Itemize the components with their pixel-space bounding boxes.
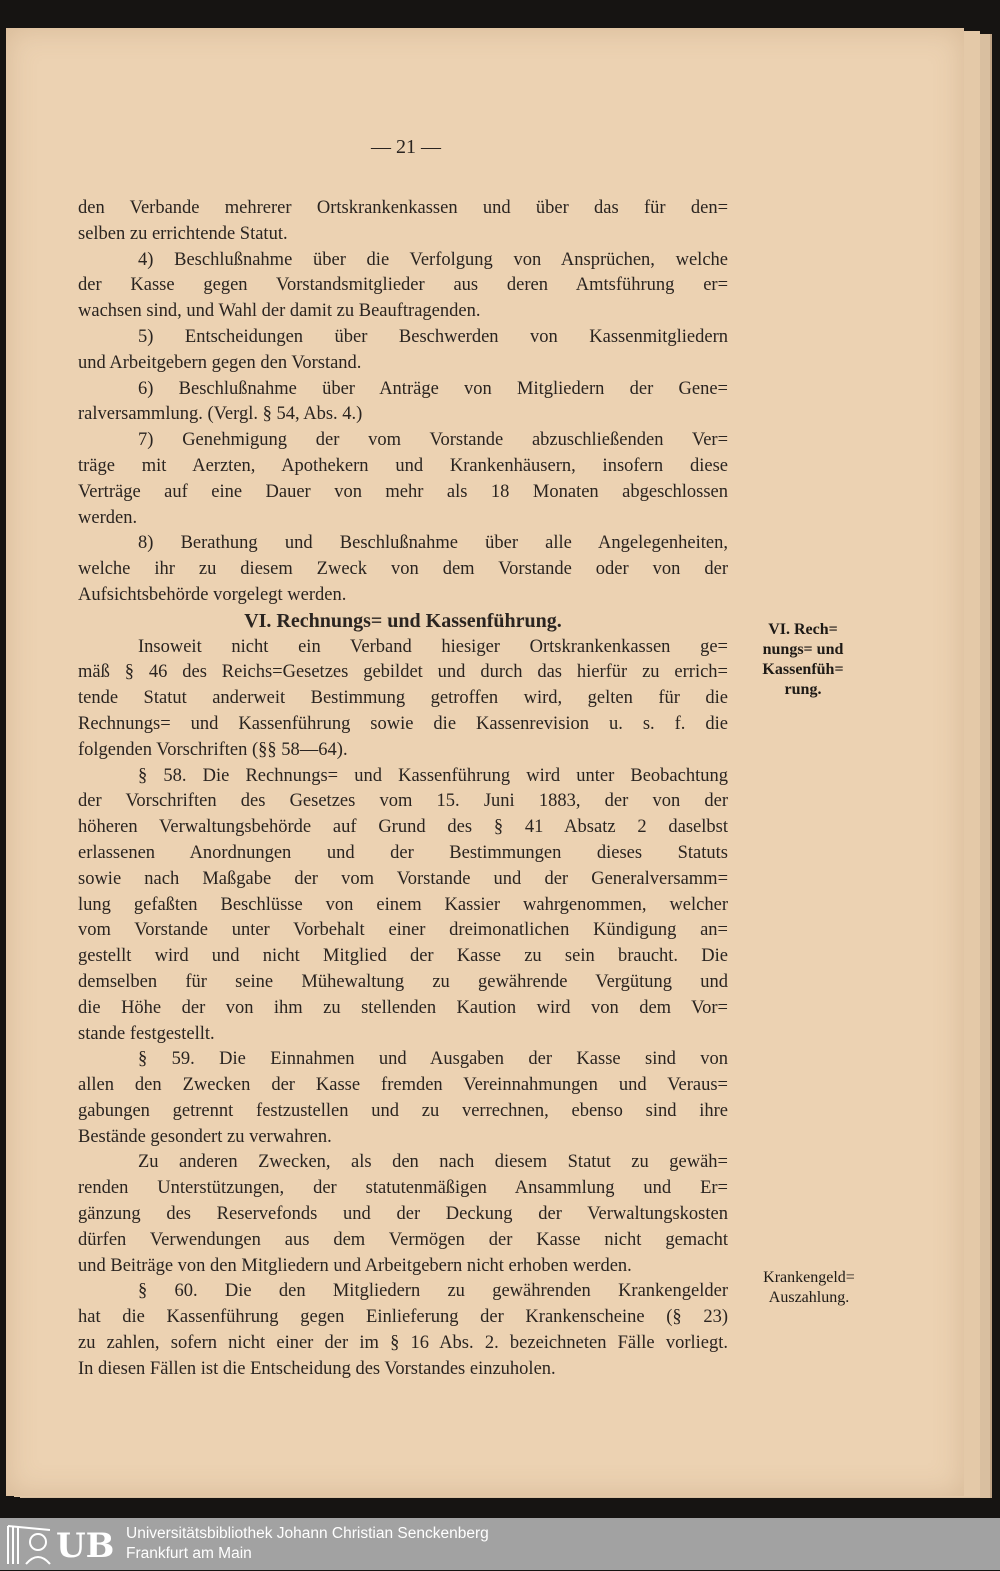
library-name: Universitätsbibliothek Johann Christian Senckenberg (126, 1525, 489, 1542)
text-line: dürfen Verwendungen aus dem Vermögen der Kasse nicht gemacht (78, 1229, 728, 1250)
text-line: Bestände gesondert zu verwahren. (78, 1126, 332, 1147)
document-page (6, 28, 964, 1496)
text-line: gänzung des Reservefonds und der Deckung der Verwaltungskosten (78, 1204, 728, 1225)
text-line: Aufsichtsbehörde vorgelegt werden. (78, 584, 347, 605)
text-line: 7) Genehmigung der vom Vorstande abzuschließenden Ver= (138, 430, 728, 451)
text-line: die Höhe der von ihm zu stellenden Kaution wird von dem Vor= (78, 997, 728, 1018)
portrait-icon (4, 1522, 54, 1566)
text-line: renden Unterstützungen, der statutenmäßigen Ansammlung und Er= (78, 1178, 728, 1199)
text-line: ralversammlung. (Vergl. § 54, Abs. 4.) (78, 404, 363, 425)
margin-note-line: Kassenfüh= (762, 661, 844, 678)
text-line: höheren Verwaltungsbehörde auf Grund des § 41 Absatz 2 daselbst (78, 817, 728, 838)
text-line: Verträge auf eine Dauer von mehr als 18 Monaten abgeschlossen (78, 481, 728, 502)
library-text (126, 1524, 489, 1564)
text-line: 4) Beschlußnahme über die Verfolgung von Ansprüchen, welche (138, 249, 728, 270)
body-text (78, 196, 728, 1383)
text-line: träge mit Aerzten, Apothekern und Krankenhäusern, insofern diese (78, 455, 728, 476)
text-line: werden. (78, 507, 138, 528)
library-banner (0, 1518, 1000, 1570)
text-line: demselben für seine Mühewaltung zu gewährende Vergütung und (78, 971, 728, 992)
text-line: erlassenen Anordnungen und der Bestimmungen dieses Statuts (78, 842, 728, 863)
margin-note-line: VI. Rech= (768, 621, 838, 638)
text-line: Rechnungs= und Kassenführung sowie die Kassenrevision u. s. f. die (78, 713, 728, 734)
text-line: folgenden Vorschriften (§§ 58—64). (78, 739, 348, 760)
text-line: Insoweit nicht ein Verband hiesiger Ortskrankenkassen ge= (138, 636, 728, 657)
margin-note-krankengeld (748, 1268, 870, 1308)
text-line: § 60. Die den Mitgliedern zu gewährenden Krankengelder (138, 1281, 728, 1302)
text-line: lung gefaßten Beschlüsse von einem Kassier wahrgenommen, welcher (78, 894, 728, 915)
ub-logo[interactable] (4, 1522, 116, 1566)
margin-note-line: nungs= und (762, 641, 844, 658)
text-line: und Arbeitgebern gegen den Vorstand. (78, 352, 362, 373)
margin-note-line: Krankengeld= (763, 1269, 855, 1286)
text-line: gestellt wird und nicht Mitglied der Kasse zu sein braucht. Die (78, 946, 728, 967)
text-line: wachsen sind, und Wahl der damit zu Beauftragenden. (78, 301, 481, 322)
text-line: Zu anderen Zwecken, als den nach diesem Statut zu gewäh= (138, 1152, 728, 1173)
text-line: der Kasse gegen Vorstandsmitglieder aus deren Amtsführung er= (78, 275, 728, 296)
ub-logo-text: UB (56, 1526, 115, 1566)
text-line: und Beiträge von den Mitgliedern und Arbeitgebern nicht erhoben werden. (78, 1255, 632, 1276)
text-line: tende Statut anderweit Bestimmung getroffen wird, gelten für die (78, 688, 728, 709)
text-line: sowie nach Maßgabe der vom Vorstande und der Generalversamm= (78, 868, 728, 889)
page-number: — 21 — (371, 136, 441, 158)
text-line: 5) Entscheidungen über Beschwerden von Kassenmitgliedern (138, 326, 728, 347)
text-line: § 58. Die Rechnungs= und Kassenführung wird unter Beobachtung (138, 765, 728, 786)
text-line: gabungen getrennt festzustellen und zu verrechnen, ebenso sind ihre (78, 1100, 728, 1121)
text-line: welche ihr zu diesem Zweck von dem Vorstande oder von der (78, 559, 728, 580)
text-line: In diesen Fällen ist die Entscheidung des Vorstandes einzuholen. (78, 1358, 556, 1379)
section-heading: VI. Rechnungs= und Kassenführung. (244, 609, 562, 632)
margin-note-rechnungsfuehrung (748, 620, 858, 700)
margin-note-line: rung. (784, 681, 822, 698)
text-line: vom Vorstande unter Vorbehalt einer dreimonatlichen Kündigung an= (78, 920, 728, 941)
margin-note-line: Auszahlung. (768, 1289, 850, 1306)
text-line: zu zahlen, sofern nicht einer der im § 16 Abs. 2. bezeichneten Fälle vorliegt. (78, 1333, 728, 1354)
text-line: § 59. Die Einnahmen und Ausgaben der Kasse sind von (138, 1049, 728, 1070)
library-city: Frankfurt am Main (126, 1545, 252, 1562)
text-line: mäß § 46 des Reichs=Gesetzes gebildet und durch das hierfür zu errich= (78, 662, 728, 683)
text-line: stande festgestellt. (78, 1023, 215, 1044)
text-line: allen den Zwecken der Kasse fremden Vereinnahmungen und Veraus= (78, 1075, 728, 1096)
text-line: 6) Beschlußnahme über Anträge von Mitgliedern der Gene= (138, 378, 728, 399)
text-line: 8) Berathung und Beschlußnahme über alle Angelegenheiten, (138, 533, 728, 554)
text-line: der Vorschriften des Gesetzes vom 15. Juni 1883, der von der (78, 791, 728, 812)
text-line: selben zu errichtende Statut. (78, 223, 288, 244)
text-line: hat die Kassenführung gegen Einlieferung der Krankenscheine (§ 23) (78, 1307, 728, 1328)
text-line: den Verbande mehrerer Ortskrankenkassen und über das für den= (78, 198, 728, 218)
